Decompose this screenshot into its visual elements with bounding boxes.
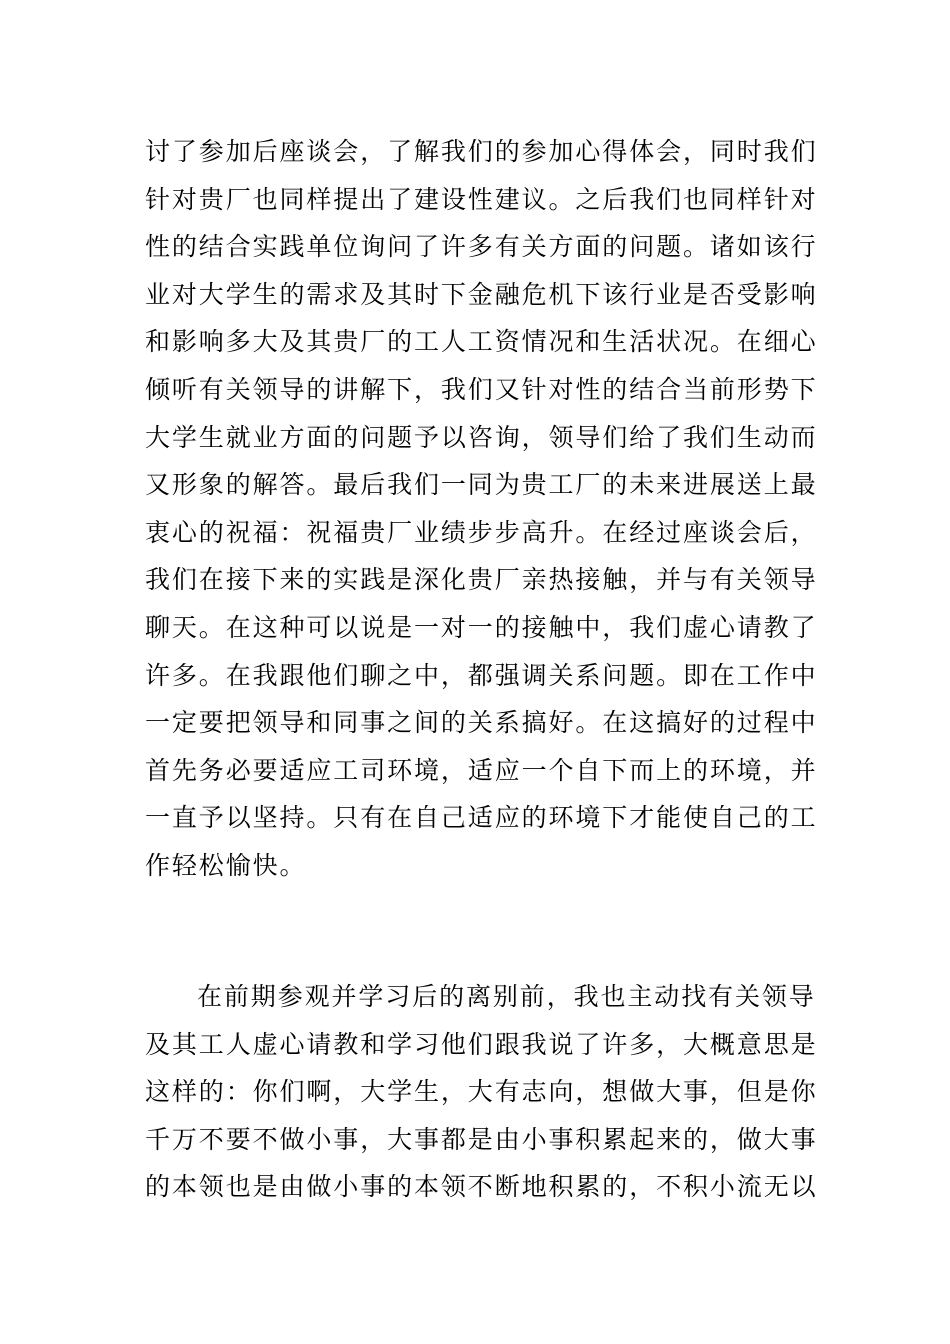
text-line: 我们在接下来的实践是深化贵厂亲热接触，并与有关领导 xyxy=(145,565,818,595)
text-line: 在前期参观并学习后的离别前，我也主动找有关领导 xyxy=(197,982,816,1011)
text-line: 业对大学生的需求及其时下金融危机下该行业是否受影响 xyxy=(145,279,818,309)
text-line: 大学生就业方面的问题予以咨询，领导们给了我们生动而 xyxy=(145,422,818,452)
text-line: 的本领也是由做小事的本领不断地积累的，不积小流无以 xyxy=(145,1172,818,1202)
text-line: 和影响多大及其贵厂的工人工资情况和生活状况。在细心 xyxy=(145,327,818,357)
text-line: 一直予以坚持。只有在自己适应的环境下才能使自己的工 xyxy=(145,803,818,833)
text-line: 首先务必要适应工司环境，适应一个自下而上的环境，并 xyxy=(145,755,818,785)
text-line: 许多。在我跟他们聊之中，都强调关系问题。即在工作中 xyxy=(145,660,818,690)
text-line: 一定要把领导和同事之间的关系搞好。在这搞好的过程中 xyxy=(145,708,818,738)
text-line: 针对贵厂也同样提出了建设性建议。之后我们也同样针对 xyxy=(145,184,818,214)
text-line: 千万不要不做小事，大事都是由小事积累起来的，做大事 xyxy=(145,1124,818,1154)
text-line: 衷心的祝福：祝福贵厂业绩步步高升。在经过座谈会后， xyxy=(145,517,818,547)
text-line: 作轻松愉快。 xyxy=(145,850,307,880)
text-line: 性的结合实践单位询问了许多有关方面的问题。诸如该行 xyxy=(145,232,818,262)
text-line: 及其工人虚心请教和学习他们跟我说了许多，大概意思是 xyxy=(145,1029,818,1059)
text-line: 倾听有关领导的讲解下，我们又针对性的结合当前形势下 xyxy=(145,374,818,404)
text-line: 讨了参加后座谈会，了解我们的参加心得体会，同时我们 xyxy=(145,137,818,166)
text-line: 又形象的解答。最后我们一同为贵工厂的未来进展送上最 xyxy=(145,470,818,500)
paragraph-2 xyxy=(145,973,825,1211)
text-line: 这样的：你们啊，大学生，大有志向，想做大事，但是你 xyxy=(145,1077,818,1107)
text-line: 聊天。在这种可以说是一对一的接触中，我们虚心请教了 xyxy=(145,612,818,642)
paragraph-1 xyxy=(145,128,825,890)
